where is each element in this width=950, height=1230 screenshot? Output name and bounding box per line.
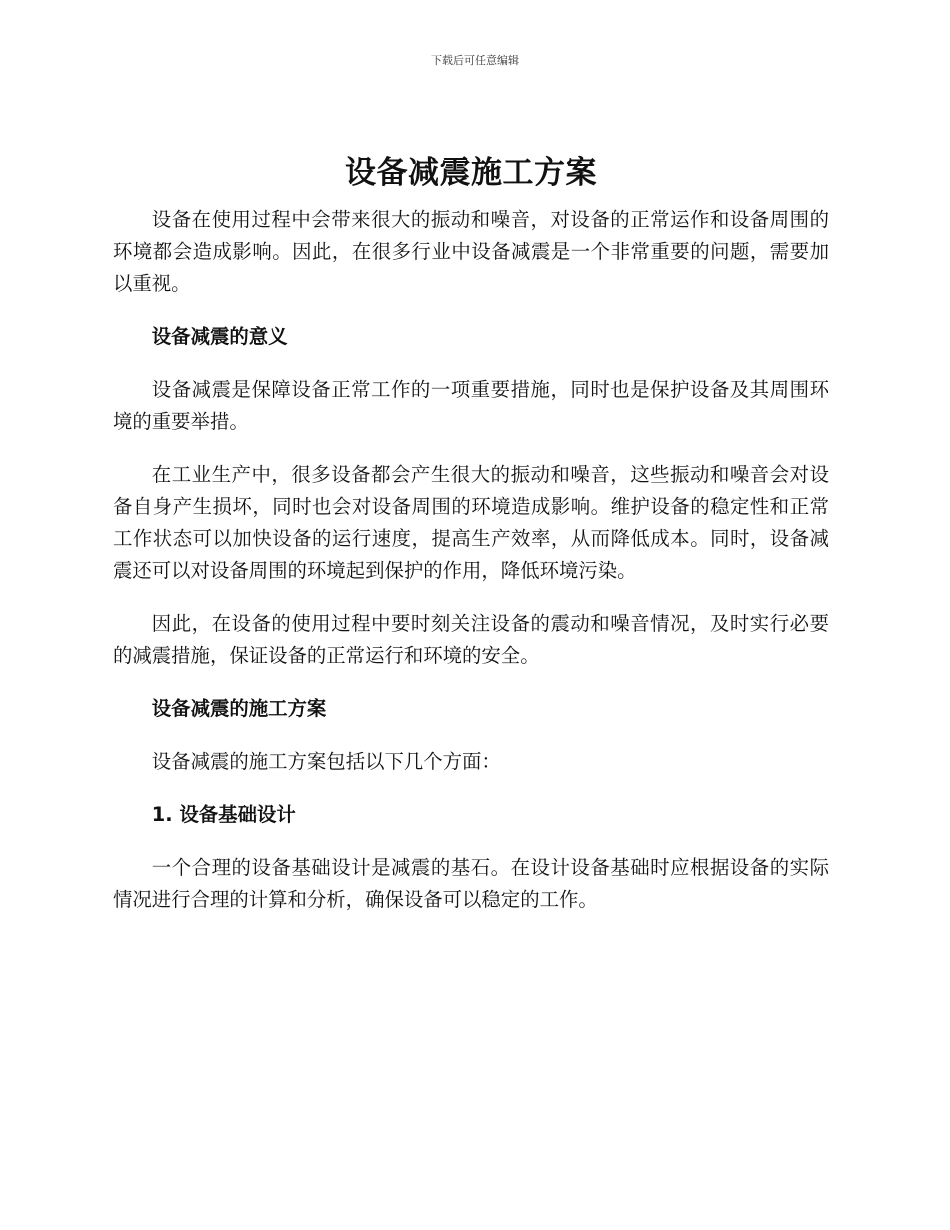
intro-paragraph: 设备在使用过程中会带来很大的振动和噪音，对设备的正常运作和设备周围的环境都会造成影响。因此，在很多行业中设备减震是一个非常重要的问题，需要加以重视。: [113, 208, 829, 295]
section-heading-significance: 设备减震的意义: [151, 325, 288, 348]
foundation-paragraph: 一个合理的设备基础设计是减震的基石。在设计设备基础时应根据设备的实际情况进行合理的计算和分析，确保设备可以稳定的工作。: [113, 856, 829, 911]
subsection-heading-foundation: 1. 设备基础设计: [151, 803, 296, 826]
significance-paragraph-2: 在工业生产中，很多设备都会产生很大的振动和噪音，这些振动和噪音会对设备自身产生损坏，同时也会对设备周围的环境造成影响。维护设备的稳定性和正常工作状态可以加快设备的运行速度，提高生产效率，从而降低成本。同时，设备减震还可以对设备周围的环境起到保护的作用，降低环境污染。: [113, 463, 829, 582]
document-body: [113, 150, 829, 916]
document-title: 设备减震施工方案: [345, 155, 597, 191]
section-heading-plan: 设备减震的施工方案: [151, 697, 327, 720]
header-note: 下载后可任意编辑: [431, 54, 519, 67]
significance-paragraph-1: 设备减震是保障设备正常工作的一项重要措施，同时也是保护设备及其周围环境的重要举措。: [113, 378, 829, 433]
plan-intro-paragraph: 设备减震的施工方案包括以下几个方面：: [151, 750, 501, 773]
significance-paragraph-3: 因此，在设备的使用过程中要时刻关注设备的震动和噪音情况，及时实行必要的减震措施，保证设备的正常运行和环境的安全。: [113, 612, 829, 667]
